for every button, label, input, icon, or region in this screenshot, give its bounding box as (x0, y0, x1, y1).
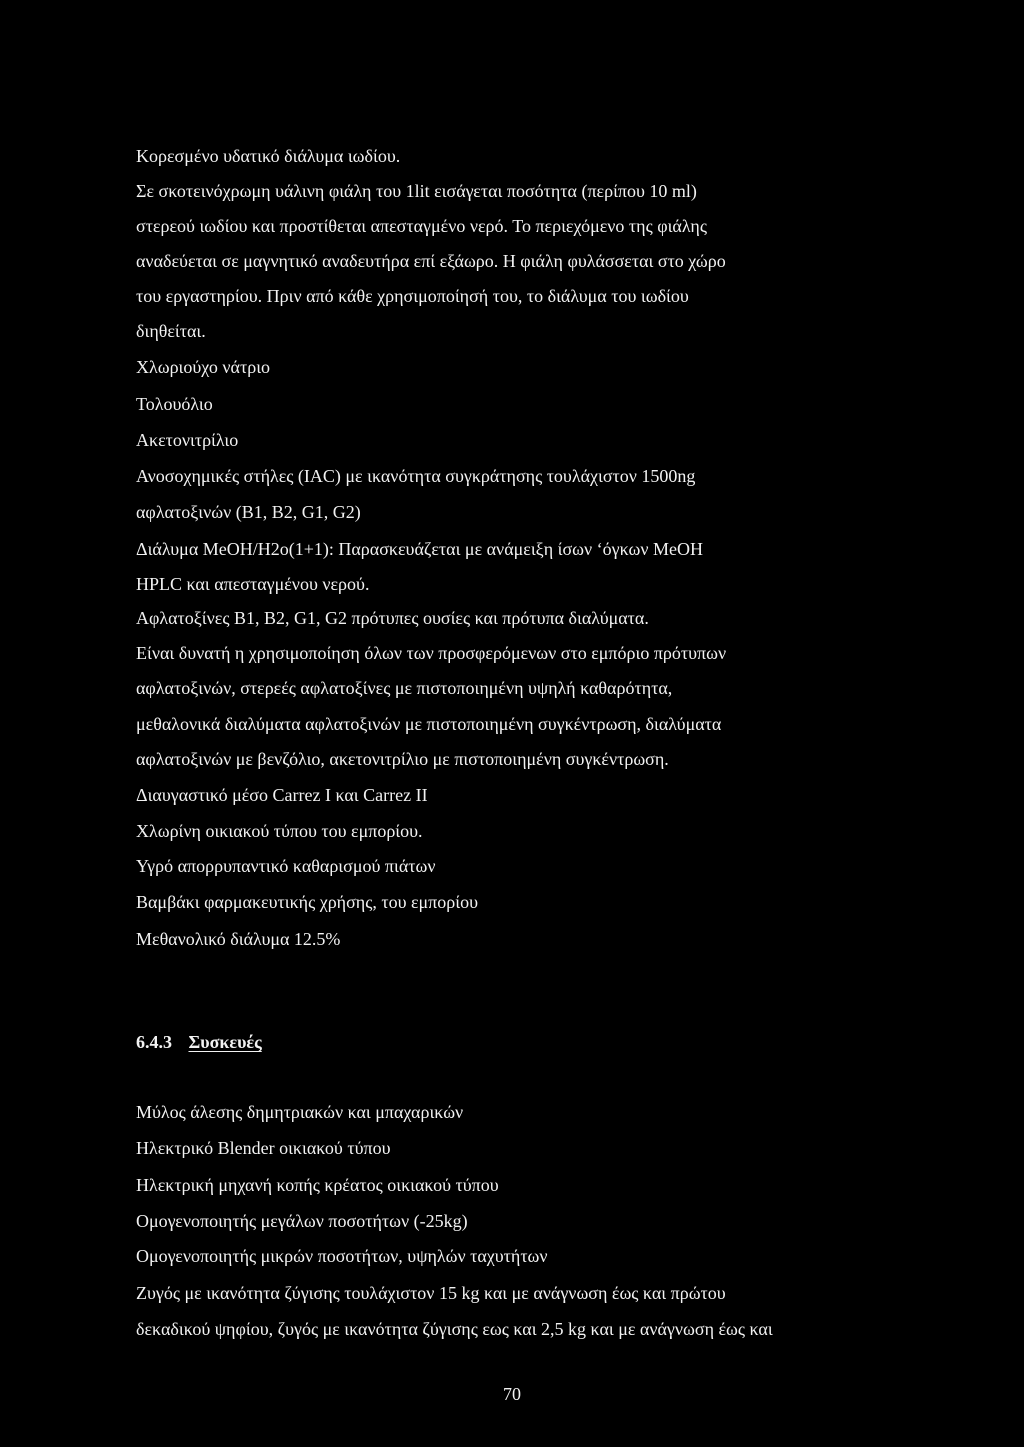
text-line: Σε σκοτεινόχρωμη υάλινη φιάλη του 1lit εισάγεται ποσότητα (περίπου 10 ml) (136, 181, 697, 201)
text-line: μεθαλονικά διαλύματα αφλατοξινών με πιστοποιημένη συγκέντρωση, διαλύματα (136, 714, 722, 734)
text-line: στερεού ιωδίου και προστίθεται απεσταγμένο νερό. Το περιεχόμενο της φιάλης (136, 216, 707, 236)
text-line: δεκαδικού ψηφίου, ζυγός με ικανότητα ζύγισης εως και 2,5 kg και με ανάγνωση έως και (136, 1319, 773, 1339)
section-number: 6.4.3 (136, 1032, 172, 1052)
text-line: αφλατοξινών με βενζόλιο, ακετονιτρίλιο με πιστοποιημένη συγκέντρωση. (136, 749, 669, 769)
page-number: 70 (503, 1384, 521, 1404)
text-line: αναδεύεται σε μαγνητικό αναδευτήρα επί εξάωρο. Η φιάλη φυλάσσεται στο χώρο (136, 251, 726, 271)
text-line: Ομογενοποιητής μικρών ποσοτήτων, υψηλών ταχυτήτων (136, 1246, 548, 1266)
text-line: Μύλος άλεσης δημητριακών και μπαχαρικών (136, 1102, 464, 1122)
text-line: Υγρό απορρυπαντικό καθαρισμού πιάτων (136, 856, 436, 876)
text-line: Ομογενοποιητής μεγάλων ποσοτήτων (-25kg) (136, 1211, 468, 1231)
text-line: Διάλυμα MeOH/H2o(1+1): Παρασκευάζεται με ανάμειξη ίσων ‘όγκων MeOH (136, 539, 703, 559)
text-line: Χλωρίνη οικιακού τύπου του εμπορίου. (136, 821, 423, 841)
text-line: Αφλατοξίνες B1, B2, G1, G2 πρότυπες ουσίες και πρότυπα διαλύματα. (136, 608, 649, 628)
text-line: Βαμβάκι φαρμακευτικής χρήσης, του εμπορίου (136, 892, 479, 912)
text-line: Χλωριούχο νάτριο (136, 357, 271, 377)
text-line: Διαυγαστικό μέσο Carrez I και Carrez II (136, 785, 428, 805)
text-line: διηθείται. (136, 321, 206, 341)
text-line: αφλατοξινών, στερεές αφλατοξίνες με πιστοποιημένη υψηλή καθαρότητα, (136, 678, 673, 698)
text-line: Κορεσμένο υδατικό διάλυμα ιωδίου. (136, 146, 401, 166)
text-line: Ηλεκτρικό Blender οικιακού τύπου (136, 1138, 391, 1158)
text-line: Είναι δυνατή η χρησιμοποίηση όλων των προσφερόμενων στο εμπόριο πρότυπων (136, 643, 727, 663)
text-line: Ζυγός με ικανότητα ζύγισης τουλάχιστον 15 kg και με ανάγνωση έως και πρώτου (136, 1283, 726, 1303)
text-line: του εργαστηρίου. Πριν από κάθε χρησιμοποίησή του, το διάλυμα του ιωδίου (136, 286, 689, 306)
text-line: Ανοσοχημικές στήλες (IAC) με ικανότητα συγκράτησης τουλάχιστον 1500ng (136, 466, 696, 486)
section-title: Συσκευές (188, 1032, 262, 1052)
text-line: αφλατοξινών (B1, B2, G1, G2) (136, 502, 361, 522)
section-heading (136, 1031, 262, 1053)
text-line: HPLC και απεσταγμένου νερού. (136, 574, 370, 594)
text-line: Τολουόλιο (136, 394, 213, 414)
text-line: Ηλεκτρική μηχανή κοπής κρέατος οικιακού τύπου (136, 1175, 499, 1195)
text-line: Μεθανολικό διάλυμα 12.5% (136, 929, 341, 949)
text-line: Ακετονιτρίλιο (136, 430, 239, 450)
